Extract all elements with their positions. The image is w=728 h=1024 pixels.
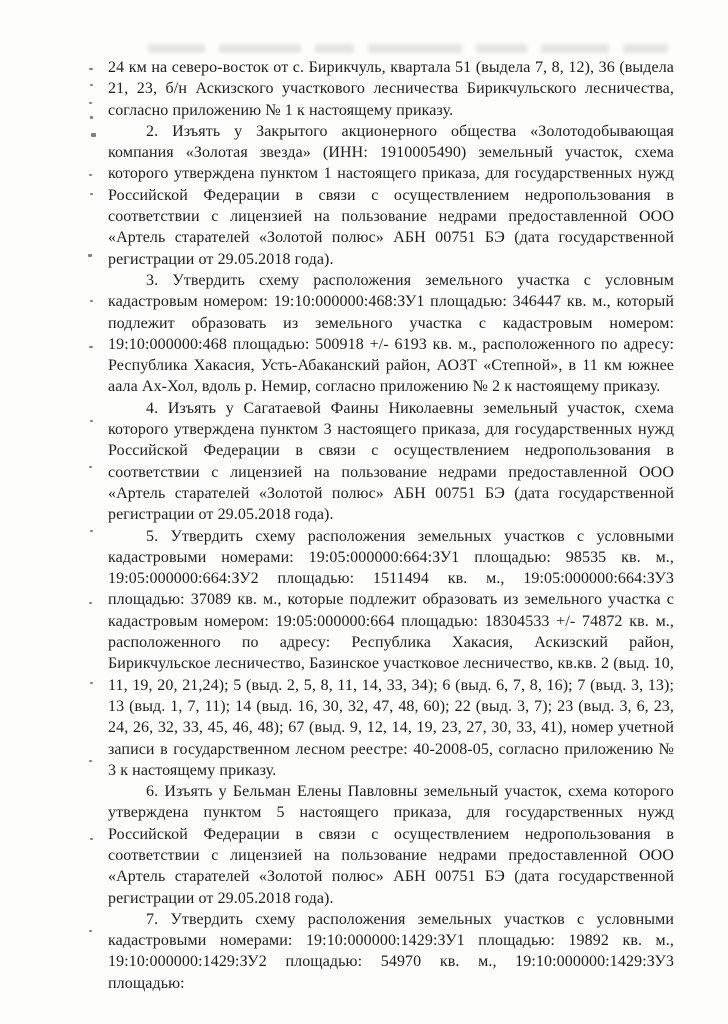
- paragraph: 7. Утвердить схему расположения земельных участков с условными кадастровыми номерами: 19:10:000000:1429:ЗУ1 площадью: 19892 кв. м., 19:10:000000:1429:ЗУ2 площадью: 54970 кв. м., 19:10:000000:1429:ЗУ3 площадью:: [108, 910, 674, 992]
- scan-bleedthrough-artifact: [148, 42, 668, 56]
- paragraph: 24 км на северо-восток от с. Бирикчуль, квартала 51 (выдела 7, 8, 12), 36 (выдела 21, 23, б/н Аскизского участкового лесничества Бирикчульского лесничества, согласно приложению № 1 к настоящему приказу.: [108, 59, 674, 119]
- paragraph: 5. Утвердить схему расположения земельных участков с условными кадастровыми номерами: 19:05:000000:664:ЗУ1 площадью: 98535 кв. м., 19:05:000000:664:ЗУ2 площадью: 1511494 кв. м., 19:05:000000:664:ЗУ3 площадью: 37089 кв. м., которые подлежит образовать из земельного участка с кадастровым номером: 19:05:000000:664 площадью: 18304533 +/- 74872 кв. м., расположенного по адресу: Республика Хакасия, Аскизский район, Бирикчульское лесничество, Базинское участковое лесничество, кв.кв. 2 (выд. 10, 11, 19, 20, 21,24); 5 (выд. 2, 5, 8, 11, 14, 33, 34); 6 (выд. 6, 7, 8, 16); 7 (выд. 3, 13); 13 (выд. 1, 7, 11); 14 (выд. 16, 30, 32, 47, 48, 60); 22 (выд. 3, 7); 23 (выд. 3, 6, 23, 24, 26, 32, 33, 45, 46, 48); 67 (выд. 9, 12, 14, 19, 23, 27, 30, 33, 41), номер учетной записи в государственном лесном реестре: 40-2008-05, согласно приложению № 3 к настоящему приказу.: [108, 527, 674, 779]
- paragraph: 2. Изъять у Закрытого акционерного общества «Золотодобывающая компания «Золотая звезда» (ИНН: 1910005490) земельный участок, схема которого утверждена пунктом 1 настоящего приказа, для государственных нужд Российской Федерации в связи с осуществлением недропользования в соответствии с лицензией на пользование недрами предоставленной ООО «Артель старателей «Золотой полюс» АБН 00751 БЭ (дата государственной регистрации от 29.05.2018 года).: [108, 122, 674, 268]
- paragraph: 6. Изъять у Бельман Елены Павловны земельный участок, схема которого утверждена пунктом 5 настоящего приказа, для государственных нужд Российской Федерации в связи с осуществлением недропользования в соответствии с лицензией на пользование недрами предоставленной ООО «Артель старателей «Золотой полюс» АБН 00751 БЭ (дата государственной регистрации от 29.05.2018 года).: [108, 783, 674, 907]
- paragraph: 3. Утвердить схему расположения земельного участка с условным кадастровым номером: 19:10:000000:468:ЗУ1 площадью: 346447 кв. м., который подлежит образовать из земельного участка с кадастровым номером: 19:10:000000:468 площадью: 500918 +/- 6193 кв. м., расположенного по адресу: Республика Хакасия, Усть-Абаканский район, АОЗТ «Степной», в 11 км южнее аала Ах-Хол, вдоль р. Немир, согласно приложению № 2 к настоящему приказу.: [108, 271, 674, 396]
- paragraph: 4. Изъять у Сагатаевой Фаины Николаевны земельный участок, схема которого утверждена пунктом 3 настоящего приказа, для государственных нужд Российской Федерации в связи с осуществлением недропользования в соответствии с лицензией на пользование недрами предоставленной ООО «Артель старателей «Золотой полюс» АБН 00751 БЭ (дата государственной регистрации от 29.05.2018 года).: [108, 399, 674, 524]
- document-body: [108, 57, 674, 994]
